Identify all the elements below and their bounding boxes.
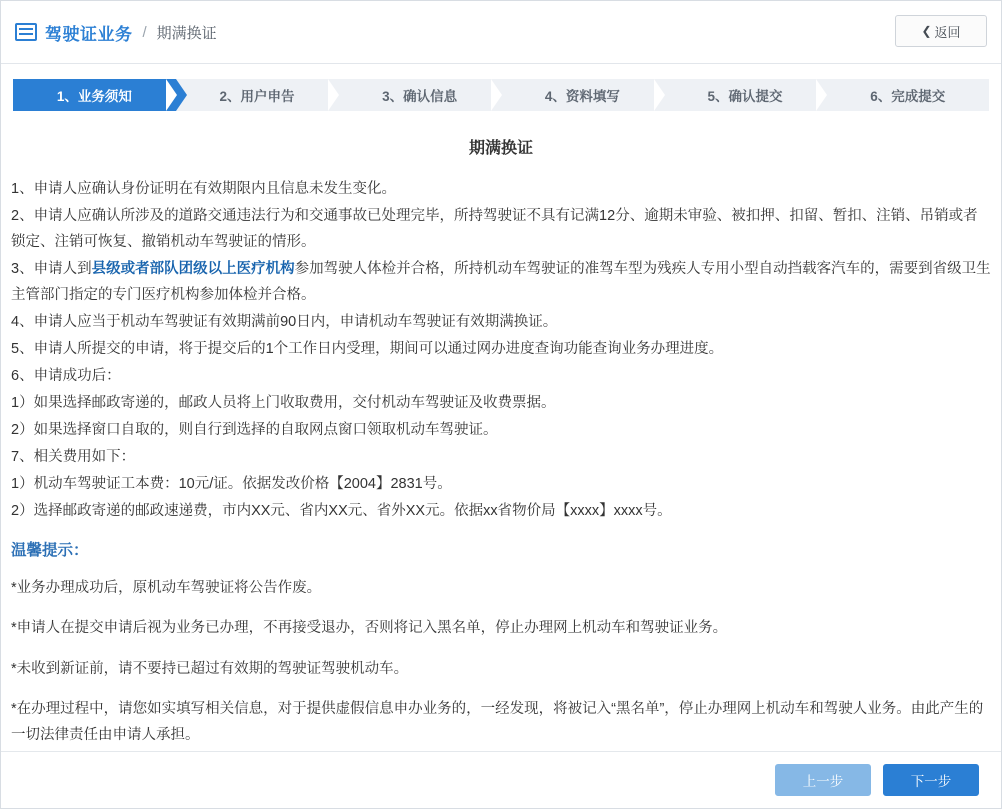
- tip-item: *业务办理成功后，原机动车驾驶证将公告作废。: [11, 579, 322, 596]
- step-arrow-outline: [328, 79, 339, 111]
- breadcrumb-separator: /: [142, 23, 147, 41]
- step-4-fill-materials[interactable]: [501, 79, 664, 111]
- step-arrow-outline: [816, 79, 827, 111]
- step-5-confirm-submit[interactable]: [664, 79, 827, 111]
- prev-step-button[interactable]: 上一步: [775, 764, 871, 796]
- breadcrumb-main[interactable]: 驾驶证业务: [45, 24, 133, 44]
- notice-paragraph: [11, 363, 991, 389]
- step-3-confirm-info[interactable]: [338, 79, 501, 111]
- tip-item: *申请人在提交申请后视为业务已办理，不再接受退办，否则将记入黑名单，停止办理网上机动车和驾驶证业务。: [11, 620, 728, 636]
- page-header: [1, 1, 1001, 64]
- next-step-button[interactable]: 下一步: [883, 764, 979, 796]
- paragraph-text: 2）如果选择窗口自取的，则自行到选择的自取网点窗口领取机动车驾驶证。: [11, 422, 498, 438]
- notice-paragraph: [11, 336, 991, 362]
- notice-paragraph: [11, 417, 991, 443]
- paragraph-text: 1）如果选择邮政寄递的，邮政人员将上门收取费用，交付机动车驾驶证及收费票据。: [11, 395, 556, 411]
- step-arrow-outline: [491, 79, 502, 111]
- step-arrow-fill: [338, 79, 349, 111]
- paragraph-text: 6、申请成功后：: [11, 368, 121, 384]
- step-arrow-fill: [501, 79, 512, 111]
- chevron-left-icon: ❮: [921, 24, 932, 38]
- back-button-label: 返回: [934, 24, 961, 40]
- notice-paragraph: [11, 498, 991, 524]
- paragraph-text: 2、申请人应确认所涉及的道路交通违法行为和交通事故已处理完毕，所持驾驶证不具有记满12分、逾期未审验、被扣押、扣留、暂扣、注销、吊销或者锁定、注销可恢复、撤销机动车驾驶证的情形。: [11, 208, 978, 250]
- step-indicator: [13, 79, 989, 111]
- tip-item: *在办理过程中，请您如实填写相关信息，对于提供虚假信息申办业务的，一经发现，将被记入“黑名单”，停止办理网上机动车和驾驶人业务。由此产生的一切法律责任由申请人承担。: [11, 701, 984, 743]
- step-label: 5、确认提交: [707, 89, 783, 104]
- notice-paragraph: [11, 309, 991, 335]
- step-arrow-fill: [826, 79, 837, 111]
- page-title: 期满换证: [468, 140, 533, 157]
- step-label: 2、用户申告: [219, 89, 295, 104]
- footer-actions: [1, 751, 1001, 808]
- document-icon: [15, 23, 37, 41]
- paragraph-text: 4、申请人应当于机动车驾驶证有效期满前90日内，申请机动车驾驶证有效期满换证。: [11, 314, 558, 330]
- step-label: 3、确认信息: [382, 89, 458, 104]
- paragraph-text: 7、相关费用如下：: [11, 449, 136, 465]
- step-arrow-outline: [654, 79, 665, 111]
- notice-paragraph: [11, 390, 991, 416]
- step-1-business-notice[interactable]: [13, 79, 176, 111]
- tip-item: *未收到新证前，请不要持已超过有效期的驾驶证驾驶机动车。: [11, 660, 409, 677]
- paragraph-highlight: 县级或者部队团级以上医疗机构: [91, 261, 295, 277]
- paragraph-text-tail: 参加驾驶人体检并合格，所持机动车驾驶证的准驾车型为残疾人专用小型自动挡载客汽车的，需要到省级卫生主管部门指定的专门医疗机构参加体检并合格。: [11, 261, 991, 303]
- step-arrow-fill: [664, 79, 675, 111]
- paragraph-text: 3、申请人到: [11, 261, 92, 277]
- tips-heading: 温馨提示：: [11, 542, 89, 559]
- paragraph-text: 1、申请人应确认身份证明在有效期限内且信息未发生变化。: [11, 181, 397, 197]
- back-button[interactable]: [895, 15, 987, 47]
- paragraph-text: 2）选择邮政寄递的邮政速递费，市内XX元、省内XX元、省外XX元。依据xx省物价局【xxxx】xxxx号。: [11, 503, 672, 519]
- step-2-user-declaration[interactable]: [176, 79, 339, 111]
- step-label: 6、完成提交: [870, 89, 946, 104]
- breadcrumb: [15, 20, 217, 45]
- step-arrow-fill: [176, 79, 187, 111]
- step-label: 1、业务须知: [56, 89, 132, 104]
- notice-paragraph: [11, 444, 991, 470]
- paragraph-text: 1）机动车驾驶证工本费：10元/证。依据发改价格【2004】2831号。: [11, 476, 452, 492]
- step-arrow-outline: [166, 79, 177, 111]
- paragraph-text: 5、申请人所提交的申请，将于提交后的1个工作日内受理，期间可以通过网办进度查询功能查询业务办理进度。: [11, 341, 724, 357]
- notice-paragraph: [11, 203, 991, 255]
- notice-paragraph: [11, 176, 991, 202]
- breadcrumb-current: 期满换证: [156, 24, 217, 42]
- notice-paragraph: [11, 471, 991, 497]
- step-6-submit-complete[interactable]: [826, 79, 989, 111]
- notice-content: [1, 135, 1001, 788]
- notice-paragraph: [11, 256, 991, 308]
- step-label: 4、资料填写: [544, 89, 620, 104]
